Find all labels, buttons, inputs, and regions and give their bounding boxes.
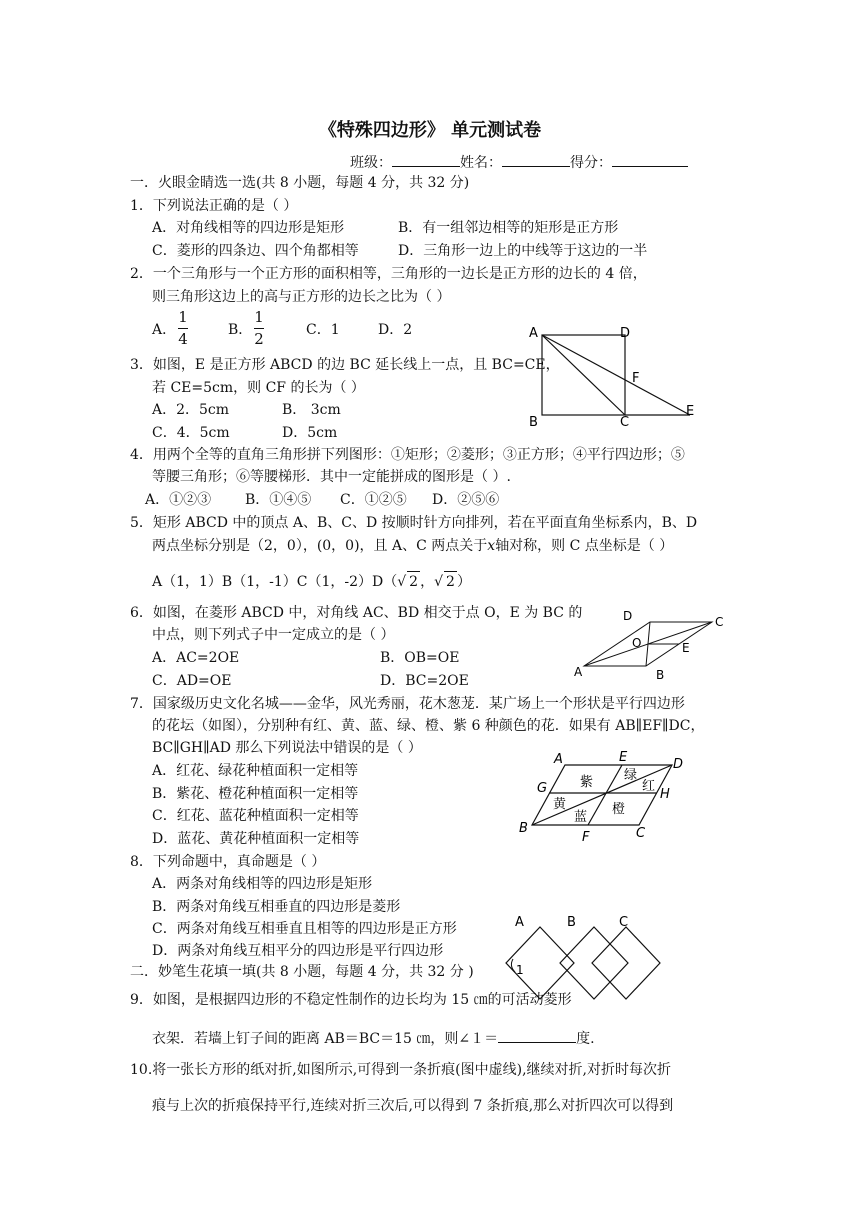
q7-label-g: G	[537, 781, 548, 796]
q9-stem: 9．如图，是根据四边形的不稳定性制作的边长均为 15 ㎝的可活动菱形	[130, 992, 572, 1008]
q3-label-c: C	[620, 415, 630, 430]
q3-option-a: A．2．5cm	[152, 402, 230, 418]
q2-a-denominator: 4	[178, 330, 188, 348]
q8-option-d: D．两条对角线互相平分的四边形是平行四边形	[152, 943, 444, 959]
q6-label-c: C	[715, 615, 724, 629]
q3-stem: 3．如图，E 是正方形 ABCD 的边 BC 延长线上一点，且 BC=CE，	[130, 357, 560, 373]
page-title: 《特殊四边形》 单元测试卷	[318, 120, 542, 141]
q2-b-numerator: 1	[254, 308, 264, 326]
score-field[interactable]	[612, 151, 688, 167]
score-label: 得分：	[570, 155, 612, 171]
q5-sqrt-2: 2	[444, 571, 457, 592]
q7-region-orange: 橙	[612, 802, 626, 817]
q7-option-d: D．蓝花、黄花种植面积一定相等	[152, 831, 360, 847]
q4-stem: 4．用两个全等的直角三角形拼下列图形：①矩形；②菱形；③正方形；④平行四边形；⑤	[130, 447, 685, 463]
q9-label-c: C	[619, 915, 629, 930]
q5-sqrt-1: 2	[407, 571, 420, 592]
q6-option-c: C．AD=OE	[152, 673, 232, 689]
q9-label-b: B	[567, 915, 576, 930]
q9-label-angle-1: 1	[516, 963, 524, 977]
q1-option-c: C．菱形的四条边、四个角都相等	[152, 243, 359, 259]
q8-stem: 8．下列命题中，真命题是（ ）	[130, 854, 326, 870]
class-field[interactable]	[392, 151, 460, 167]
q5-x-variable: x	[487, 538, 496, 554]
class-label: 班级：	[350, 155, 392, 171]
q7-label-e: E	[619, 750, 628, 765]
q1-option-b: B．有一组邻边相等的矩形是正方形	[398, 220, 619, 236]
q2-stem: 2．一个三角形与一个正方形的面积相等，三角形的一边长是正方形的边长的 4 倍，	[130, 266, 647, 282]
q6-label-e: E	[682, 641, 690, 655]
q6-stem2: 中点，则下列式子中一定成立的是（ ）	[152, 627, 395, 643]
q6-label-o: O	[632, 636, 642, 650]
q7-flowerbed-figure	[512, 748, 712, 848]
q4-option-c: C．①②⑤	[340, 492, 407, 508]
q9-answer-blank[interactable]	[498, 1027, 576, 1043]
name-field[interactable]	[502, 151, 570, 167]
q3-option-c: C．4．5cm	[152, 425, 230, 441]
q4-stem2: 等腰三角形；⑥等腰梯形．其中一定能拼成的图形是（ ）.	[152, 469, 511, 485]
q5-stem: 5．矩形 ABCD 中的顶点 A、B、C、D 按顺时针方向排列，若在平面直角坐标系内，B、D	[130, 515, 698, 531]
q6-stem: 6．如图，在菱形 ABCD 中，对角线 AC、BD 相交于点 O，E 为 BC 的	[130, 605, 583, 621]
q4-option-a: A．①②③	[145, 492, 212, 508]
q9-rhombus-2	[560, 927, 628, 999]
q7-region-blue: 蓝	[574, 810, 588, 825]
q2-option-d: D．2	[378, 322, 413, 338]
q3-square-figure	[520, 320, 720, 430]
q7-region-red: 红	[642, 779, 656, 794]
q7-label-c: C	[636, 826, 646, 841]
q2-a-numerator: 1	[178, 308, 188, 326]
q6-option-d: D．BC=2OE	[380, 673, 469, 689]
q5-stem2	[152, 536, 673, 556]
q3-label-d: D	[620, 326, 631, 341]
q10-line1: 10.将一张长方形的纸对折,如图所示,可得到一条折痕(图中虚线),继续对折,对折时每次折	[130, 1062, 671, 1078]
q6-label-b: B	[656, 668, 665, 682]
q3-option-d: D．5cm	[282, 425, 338, 441]
q7-stem3: BC∥GH∥AD 那么下列说法中错误的是（ ）	[152, 740, 422, 756]
q8-option-b: B．两条对角线互相垂直的四边形是菱形	[152, 899, 401, 915]
q7-label-d: D	[673, 757, 684, 772]
q9-stem2-pre: 衣架．若墙上钉子间的距离 AB＝BC＝15 ㎝，则∠１＝	[152, 1031, 499, 1047]
q3-label-f: F	[632, 371, 640, 386]
q1-option-d: D．三角形一边上的中线等于这边的一半	[398, 243, 648, 259]
q2-option-a-fraction	[178, 309, 188, 348]
q2-b-denominator: 2	[254, 330, 264, 348]
q4-option-d: D．②⑤⑥	[432, 492, 500, 508]
info-line	[350, 151, 688, 173]
section2-heading: 二．妙笔生花填一填(共 8 小题，每题 4 分，共 32 分 )	[130, 964, 474, 980]
q7-label-a: A	[554, 752, 563, 767]
q5-stem2-pre: 两点坐标分别是（2，0），(0，0)，且 A、C 两点关于	[152, 538, 488, 554]
q3-label-a: A	[529, 326, 538, 341]
q6-label-a: A	[574, 665, 583, 679]
q8-option-a: A．两条对角线相等的四边形是矩形	[152, 876, 373, 892]
q2-option-b-label: B．	[228, 322, 253, 338]
q6-rhombus-figure	[572, 604, 732, 684]
q3-option-b: B． 3cm	[282, 402, 341, 418]
q3-stem2: 若 CE=5cm，则 CF 的长为（ ）	[152, 380, 365, 396]
q1-stem: 1．下列说法正确的是（ ）	[130, 198, 298, 214]
q7-label-f: F	[582, 830, 590, 845]
q7-option-a: A．红花、绿花种植面积一定相等	[152, 763, 359, 779]
q6-option-b: B．OB=OE	[380, 650, 460, 666]
q7-stem2: 的花坛（如图），分别种有红、黄、蓝、绿、橙、紫 6 种颜色的花．如果有 AB∥EF∥DC，	[152, 718, 705, 734]
q8-option-c: C．两条对角线互相垂直且相等的四边形是正方形	[152, 921, 457, 937]
q1-option-a: A．对角线相等的四边形是矩形	[152, 220, 345, 236]
q9-stem2	[152, 1027, 595, 1049]
q6-label-d: D	[623, 609, 633, 623]
q6-option-a: A．AC=2OE	[152, 650, 240, 666]
q3-line-ae	[542, 335, 690, 415]
section1-heading: 一．火眼金睛选一选(共 8 小题，每题 4 分，共 32 分)	[130, 175, 470, 191]
q5-options-post: ）	[456, 574, 471, 590]
q2-option-b-fraction	[254, 309, 264, 348]
q3-line-ac	[542, 335, 625, 415]
q5-options-pre: A（1，1）B（1，-1）C（1，-2）D（	[152, 574, 398, 590]
q3-label-e: E	[686, 404, 695, 419]
q7-label-b: B	[519, 821, 528, 836]
q2-stem2: 则三角形这边上的高与正方形的边长之比为（ ）	[152, 289, 451, 305]
q2-option-a-label: A．	[152, 322, 177, 338]
q9-rhombus-3	[592, 927, 660, 999]
q9-stem2-post: 度.	[576, 1031, 595, 1047]
q7-region-purple: 紫	[580, 775, 594, 790]
q3-label-b: B	[529, 415, 538, 430]
q10-line2: 痕与上次的折痕保持平行,连续对折三次后,可以得到 7 条折痕,那么对折四次可以得到	[152, 1098, 674, 1114]
q7-line-bd	[532, 765, 672, 825]
q7-option-b: B．紫花、橙花种植面积一定相等	[152, 786, 359, 802]
q9-label-a: A	[515, 915, 524, 930]
name-label: 姓名：	[460, 155, 502, 171]
q5-comma: ，	[420, 574, 435, 590]
q7-stem: 7．国家级历史文化名城——金华，风光秀丽，花木葱茏．某广场上一个形状是平行四边形	[130, 696, 685, 712]
q5-stem2-post: 轴对称，则 C 点坐标是（ ）	[495, 538, 674, 554]
q4-option-b: B．①④⑤	[245, 492, 312, 508]
q7-region-yellow: 黄	[553, 797, 567, 812]
q5-options: A（1，1）B（1，-1）C（1，-2）D（√ 2 ，√ 2 ）	[152, 571, 471, 592]
q7-label-h: H	[660, 787, 670, 802]
q7-region-green: 绿	[624, 768, 638, 783]
q2-option-c: C．1	[306, 322, 340, 338]
q7-option-c: C．红花、蓝花种植面积一定相等	[152, 808, 359, 824]
